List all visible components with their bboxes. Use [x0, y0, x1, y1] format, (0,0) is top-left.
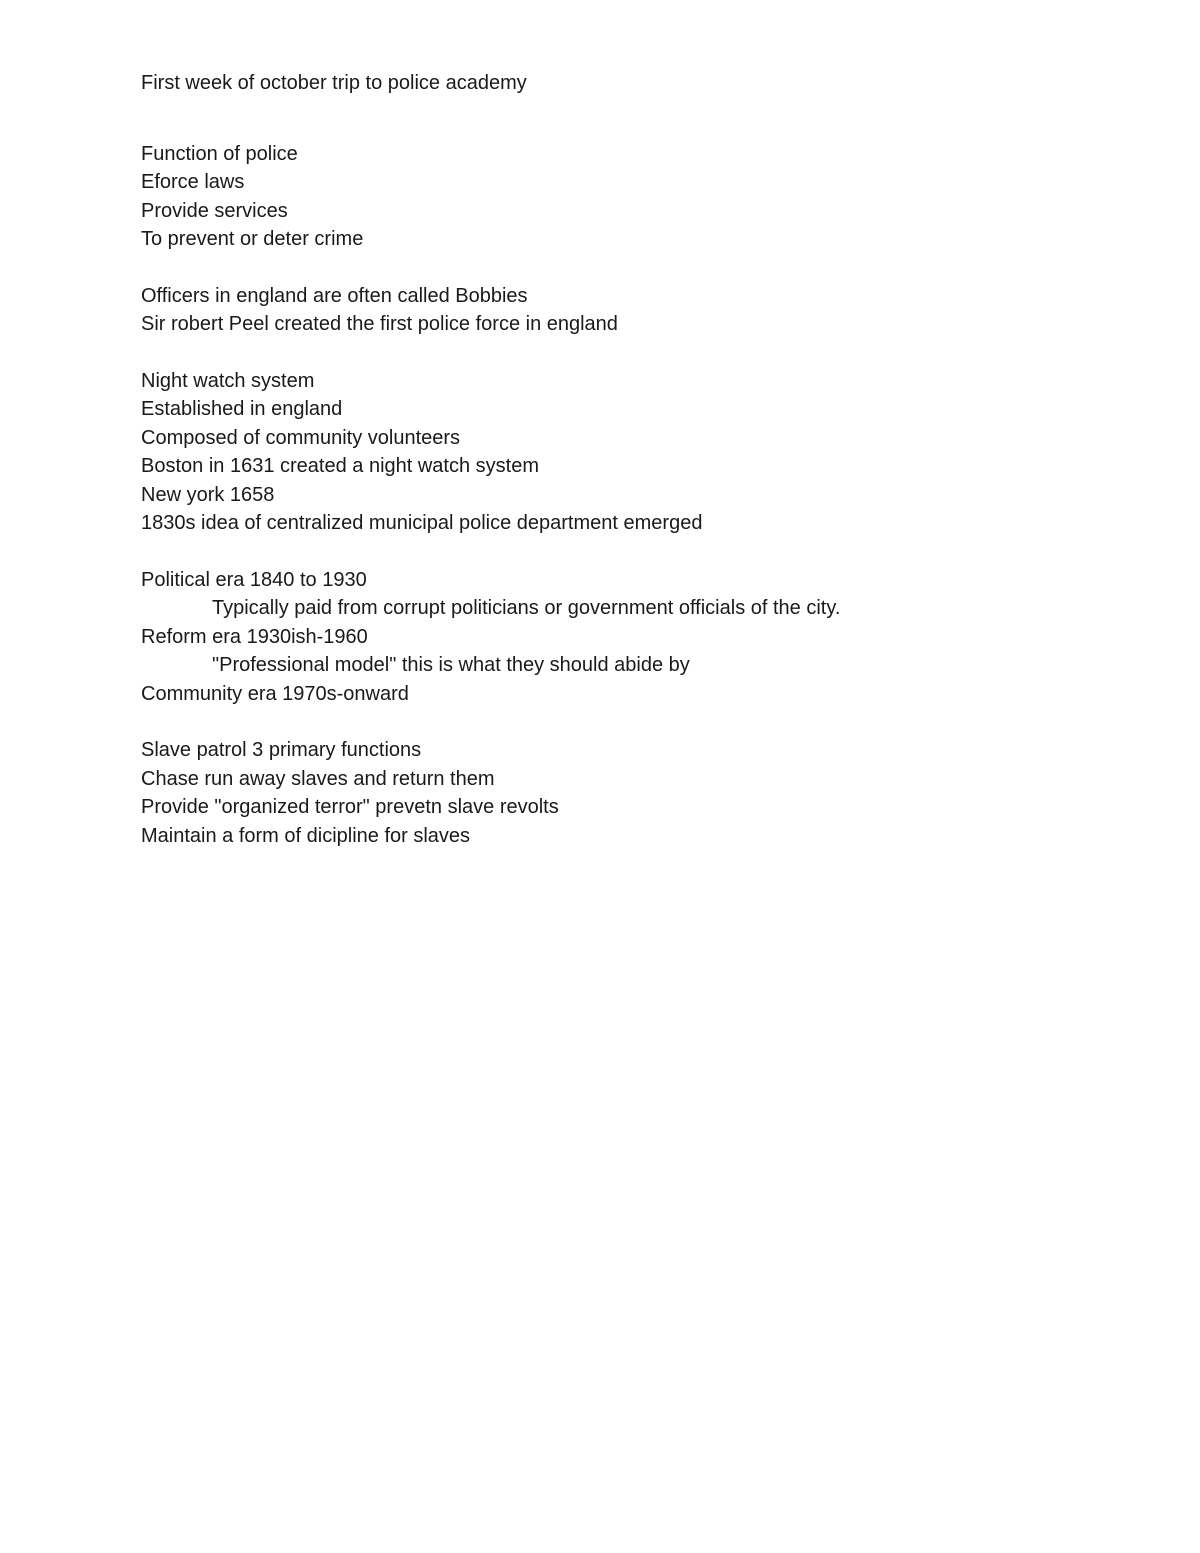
text-line: Night watch system — [141, 369, 315, 392]
text-line: Chase run away slaves and return them — [141, 767, 495, 790]
section-slave-patrol — [141, 736, 1141, 850]
section-police-functions — [141, 140, 1141, 254]
text-line: Boston in 1631 created a night watch system — [141, 455, 540, 477]
text-line: Function of police — [141, 142, 298, 165]
text-line: Sir robert Peel created the first police force in england — [141, 313, 618, 335]
indented-text-line: "Professional model" this is what they should abide by — [212, 654, 690, 676]
indented-text-line: Typically paid from corrupt politicians or government officials of the city. — [212, 597, 841, 619]
text-line: Reform era 1930ish-1960 — [141, 625, 368, 648]
notes-body — [141, 69, 1141, 878]
section-policing-eras — [141, 566, 1141, 709]
text-line: Officers in england are often called Bobbies — [141, 284, 528, 307]
text-line: New york 1658 — [141, 483, 275, 506]
text-line: Eforce laws — [141, 171, 245, 193]
text-line: Community era 1970s-onward — [141, 682, 409, 705]
text-line: 1830s idea of centralized municipal police department emerged — [141, 512, 703, 534]
section-england-police — [141, 282, 1141, 339]
text-line: Provide services — [141, 199, 288, 222]
text-line: Provide "organized terror" prevetn slave revolts — [141, 796, 559, 818]
text-line: Political era 1840 to 1930 — [141, 568, 367, 591]
page-title: First week of october trip to police academy — [141, 72, 527, 94]
text-line: Composed of community volunteers — [141, 426, 461, 449]
text-line: To prevent or deter crime — [141, 228, 364, 250]
text-line: Slave patrol 3 primary functions — [141, 739, 422, 761]
section-night-watch — [141, 367, 1141, 538]
text-line: Established in england — [141, 398, 343, 420]
text-line: Maintain a form of dicipline for slaves — [141, 824, 471, 847]
